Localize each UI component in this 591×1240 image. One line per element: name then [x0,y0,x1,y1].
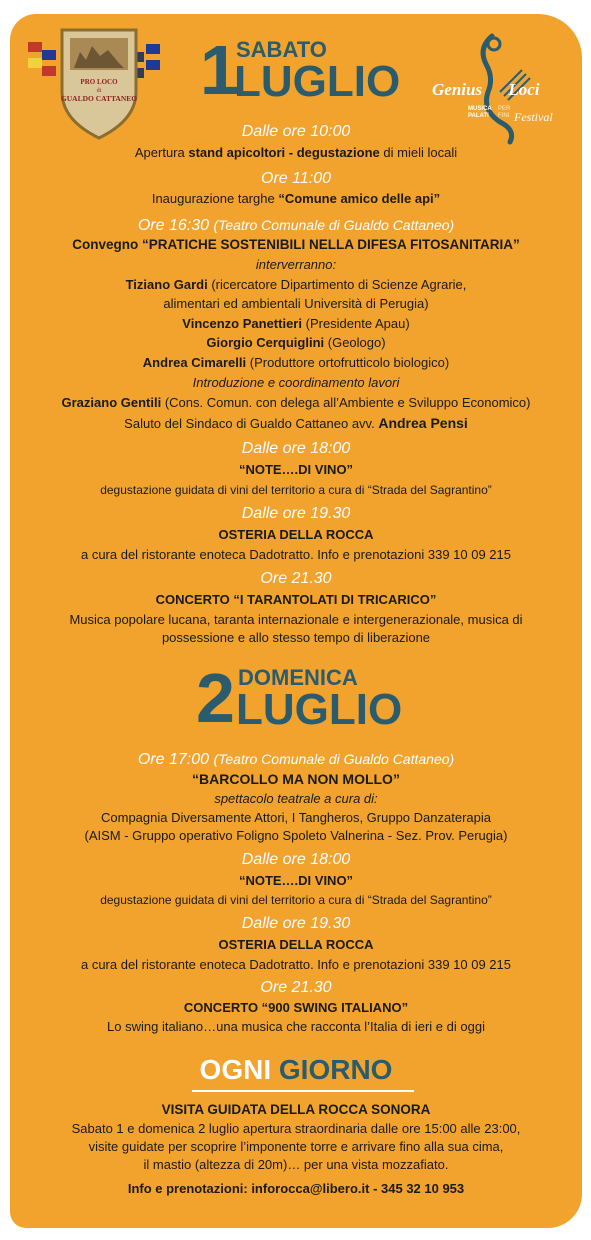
flyer-card [10,14,582,1228]
d1-note-di-vino: “NOTE….DI VINO” [238,462,354,477]
d1-speaker-4: Andrea Cimarelli (Produttore ortofrutticolo biologico) [142,355,450,370]
day1-month: LUGLIO [234,57,401,106]
d1-osteria-info: a cura del ristorante enoteca Dadotratto. Info e prenotazioni 339 10 09 215 [80,547,511,562]
festival-sub-right: Festival [514,110,553,124]
d2-barcollo: “BARCOLLO MA NON MOLLO” [192,771,400,787]
day1-weekday: SABATO [236,37,327,62]
festival-name-2: Loci [508,80,540,99]
d2-osteria-info: a cura del ristorante enoteca Dadotratto. Info e prenotazioni 339 10 09 215 [80,957,511,972]
visita-p3: il mastio (altezza di 20m)… per una vista mozzafiato. [143,1157,449,1172]
day2-number: 2 [196,659,232,737]
d2-time-3: Dalle ore 19.30 [241,915,351,932]
d1-line-1: Apertura stand apicoltori - degustazione di mieli locali [134,145,458,160]
d1-time-3: Ore 16:30 (Teatro Comunale di Gualdo Cattaneo) [137,217,455,234]
day2-month: LUGLIO [236,685,403,734]
d1-interverranno: interverranno: [255,257,337,272]
d1-saluto: Saluto del Sindaco di Gualdo Cattaneo avv. Andrea Pensi [124,415,468,431]
visita-p1: Sabato 1 e domenica 2 luglio apertura straordinaria dalle ore 15:00 alle 23:00, [71,1121,521,1136]
d2-spettacolo: spettacolo teatrale a cura di: [214,791,378,806]
visita-p2: visite guidate per scoprire l’imponente torre e arrivare fino alla sua cima, [88,1139,504,1154]
d2-time-1: Ore 17:00 (Teatro Comunale di Gualdo Cattaneo) [137,751,455,768]
visita-info: Info e prenotazioni: inforocca@libero.it - 345 32 10 953 [127,1181,465,1196]
d1-osteria: OSTERIA DELLA ROCCA [218,527,374,542]
d1-time-6: Ore 21.30 [260,570,332,587]
d1-time-1: Dalle ore 10:00 [241,123,351,140]
ogni-giorno-title: OGNI GIORNO [199,1054,393,1085]
d1-time-4: Dalle ore 18:00 [241,440,351,457]
d1-concerto-desc-2: possessione e allo stesso tempo di liberazione [161,630,431,645]
day2-weekday: DOMENICA [238,665,358,690]
day2-heading [196,659,416,737]
festival-sub-mid: PER FINI [498,106,511,119]
d2-note-di-vino: “NOTE….DI VINO” [238,873,354,888]
d2-compagnia: Compagnia Diversamente Attori, I Tangheros, Gruppo Danzaterapia [101,810,491,825]
proloco-line3: GUALDO CATTANEO [60,94,138,103]
d2-degustazione: degustazione guidata di vini del territorio a cura di “Strada del Sagrantino” [100,893,492,907]
d1-speaker-1-cont: alimentari ed ambientali Università di Perugia) [163,296,429,311]
d1-speaker-1: Tiziano Gardi (ricercatore Dipartimento di Scienze Agrarie, [125,277,467,292]
d2-time-4: Ore 21.30 [260,979,332,996]
day1-heading [200,31,401,109]
d1-time-5: Dalle ore 19.30 [241,505,351,522]
proloco-line1: PRO LOCO [80,78,118,86]
d1-speaker-2: Vincenzo Panettieri (Presidente Apau) [182,316,410,331]
d1-degustazione: degustazione guidata di vini del territorio a cura di “Strada del Sagrantino” [100,483,492,497]
ogni-giorno-divider [192,1090,414,1092]
d1-speaker-5: Graziano Gentili (Cons. Comun. con delega all’Ambiente e Sviluppo Economico) [61,395,531,410]
festival-sub-left: MUSICA PALATI [468,106,492,119]
d2-concerto: CONCERTO “900 SWING ITALIANO” [183,1000,409,1015]
d1-time-2: Ore 11:00 [261,170,331,187]
visita-title: VISITA GUIDATA DELLA ROCCA SONORA [161,1102,431,1117]
d1-intro: Introduzione e coordinamento lavori [192,375,400,390]
d1-concerto-desc-1: Musica popolare lucana, taranta internazionale e intergenerazionale, musica di [69,612,523,627]
d2-concerto-desc: Lo swing italiano…una musica che racconta l’Italia di ieri e di oggi [107,1019,485,1034]
d1-speaker-3: Giorgio Cerquiglini (Geologo) [206,335,386,350]
proloco-line2: di [96,88,102,94]
d1-convegno: Convegno “PRATICHE SOSTENIBILI NELLA DIFESA FITOSANITARIA” [72,237,520,252]
d2-time-2: Dalle ore 18:00 [241,851,351,868]
festival-name-1: Genius [432,80,483,99]
d1-line-2: Inaugurazione targhe “Comune amico delle api” [151,191,441,206]
day1-number: 1 [200,31,236,109]
d2-osteria: OSTERIA DELLA ROCCA [218,937,374,952]
d2-aism: (AISM - Gruppo operativo Foligno Spoleto Valnerina - Sez. Prov. Perugia) [84,828,508,843]
d1-concerto: CONCERTO “I TARANTOLATI DI TRICARICO” [155,592,437,607]
